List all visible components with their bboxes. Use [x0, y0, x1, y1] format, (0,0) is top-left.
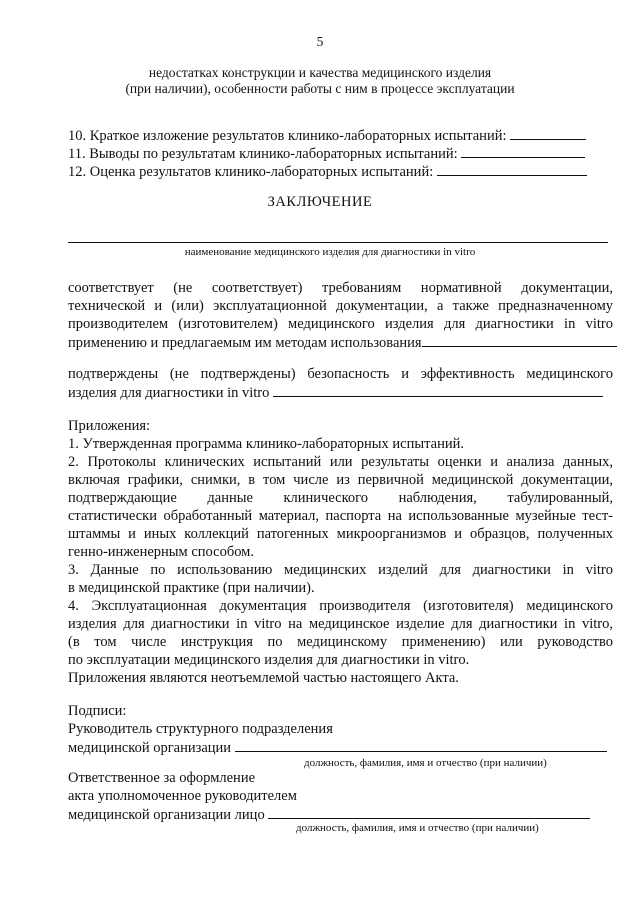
responsible-line-3: медицинской организации лицо [68, 806, 590, 824]
appendix-line-4: подтверждающие данные клинического наблюдения, табулированный, [68, 490, 613, 506]
appendix-line-9: в медицинской практике (при наличии). [68, 580, 315, 596]
header-line-1: недостатках конструкции и качества медицинского изделия [148, 65, 492, 80]
appendix-line-2: 2. Протоколы клинических испытаний или результаты оценки и анализа данных, [68, 454, 613, 470]
appendix-line-1: 1. Утвержденная программа клинико-лабораторных испытаний. [68, 436, 464, 452]
responsible-line-2: акта уполномоченное руководителем [68, 788, 297, 804]
appendix-line-8: 3. Данные по использованию медицинских изделий для диагностики in vitro [68, 562, 613, 578]
head-signature-caption: должность, фамилия, имя и отчество (при наличии) [304, 757, 547, 769]
responsible-line-1: Ответственное за оформление [68, 770, 256, 786]
appendices-heading: Приложения: [68, 418, 151, 434]
conclusion-para2-line1: подтверждены (не подтверждены) безопасность и эффективность медицинского [68, 366, 613, 382]
item-12: 12. Оценка результатов клинико-лабораторных испытаний: [68, 163, 587, 181]
signatures-heading: Подписи: [68, 703, 127, 719]
conclusion-para1-line4: применению и предлагаемым им методам использования [68, 334, 617, 352]
appendix-line-14: Приложения являются неотъемлемой частью настоящего Акта. [68, 670, 459, 686]
conclusion-para2-line2: изделия для диагностики in vitro [68, 384, 603, 402]
head-signature-line-2: медицинской организации [68, 739, 607, 757]
conclusion-para1-line2: технической и (или) эксплуатационной документации, а также предназначенному [68, 298, 613, 314]
appendix-line-12: (в том числе инструкция по медицинскому применению) или руководство [68, 634, 613, 650]
appendix-line-7: генно-инженерным способом. [68, 544, 254, 560]
appendix-line-10: 4. Эксплуатационная документация производителя (изготовителя) медицинского [68, 598, 613, 614]
appendix-line-11: изделия для диагностики in vitro на медицинское изделие для диагностики in vitro, [68, 616, 613, 632]
device-name-line [68, 242, 608, 243]
appendix-line-3: включая графики, снимки, в том числе из первичной медицинской документации, [68, 472, 613, 488]
item-10: 10. Краткое изложение результатов клинико-лабораторных испытаний: [68, 127, 586, 145]
conclusion-para1-line3: производителем (изготовителем) медицинского изделия для диагностики in vitro [68, 316, 613, 332]
conclusion-para1-line1: соответствует (не соответствует) требованиям нормативной документации, [68, 280, 613, 296]
page-number: 5 [316, 34, 324, 49]
head-signature-line-1: Руководитель структурного подразделения [68, 721, 333, 737]
header-line-2: (при наличии), особенности работы с ним в процессе эксплуатации [125, 81, 515, 96]
responsible-caption: должность, фамилия, имя и отчество (при наличии) [296, 822, 539, 834]
conclusion-title: ЗАКЛЮЧЕНИЕ [267, 194, 373, 210]
device-name-caption: наименование медицинского изделия для диагностики in vitro [184, 246, 476, 258]
item-11: 11. Выводы по результатам клинико-лабораторных испытаний: [68, 145, 585, 163]
appendix-line-5: статистически обработанный материал, паспорта на использованные музейные тест- [68, 508, 613, 524]
appendix-line-6: штаммы и иных коллекций патогенных микроорганизмов и образцов, полученных [68, 526, 613, 542]
appendix-line-13: по эксплуатации медицинского изделия для диагностики in vitro. [68, 652, 470, 668]
